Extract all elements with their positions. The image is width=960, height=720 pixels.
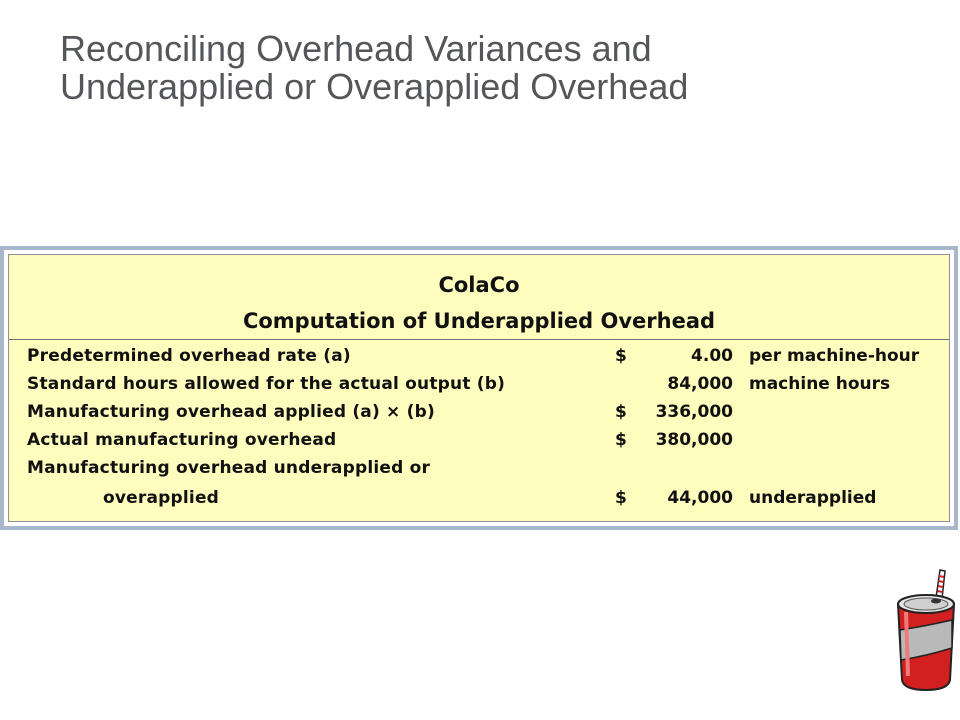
table-row xyxy=(9,488,949,514)
computation-table xyxy=(8,254,950,522)
row-label: Manufacturing overhead applied (a) × (b) xyxy=(27,402,435,422)
table-heading: Computation of Underapplied Overhead xyxy=(242,309,716,333)
row-unit: underapplied xyxy=(749,488,877,508)
slide-title-line-1: Reconciling Overhead Variances and xyxy=(60,28,652,69)
soda-can-icon xyxy=(892,568,956,692)
row-currency: $ xyxy=(615,430,627,450)
table-row xyxy=(9,346,949,372)
row-amount: 380,000 xyxy=(655,430,733,450)
row-unit: per machine-hour xyxy=(749,346,920,366)
row-currency: $ xyxy=(615,402,627,422)
row-label: overapplied xyxy=(103,488,220,508)
row-unit: machine hours xyxy=(749,374,891,394)
row-label: Manufacturing overhead underapplied or xyxy=(27,458,431,478)
table-row xyxy=(9,374,949,400)
slide-title xyxy=(60,30,920,106)
row-label: Actual manufacturing overhead xyxy=(27,430,337,450)
row-currency: $ xyxy=(615,346,627,366)
heading-divider xyxy=(9,339,949,340)
company-name: ColaCo xyxy=(438,273,520,297)
computation-table-frame xyxy=(0,246,958,530)
row-amount: 84,000 xyxy=(667,374,733,394)
table-row xyxy=(9,402,949,428)
straw xyxy=(936,570,945,599)
row-label: Standard hours allowed for the actual output (b) xyxy=(27,374,506,394)
slide-title-line-2: Underapplied or Overapplied Overhead xyxy=(60,66,689,107)
table-row xyxy=(9,430,949,456)
row-amount: 4.00 xyxy=(691,346,733,366)
row-currency: $ xyxy=(615,488,627,508)
table-row xyxy=(9,458,949,484)
row-amount: 44,000 xyxy=(667,488,733,508)
row-label: Predetermined overhead rate (a) xyxy=(27,346,351,366)
row-amount: 336,000 xyxy=(655,402,733,422)
